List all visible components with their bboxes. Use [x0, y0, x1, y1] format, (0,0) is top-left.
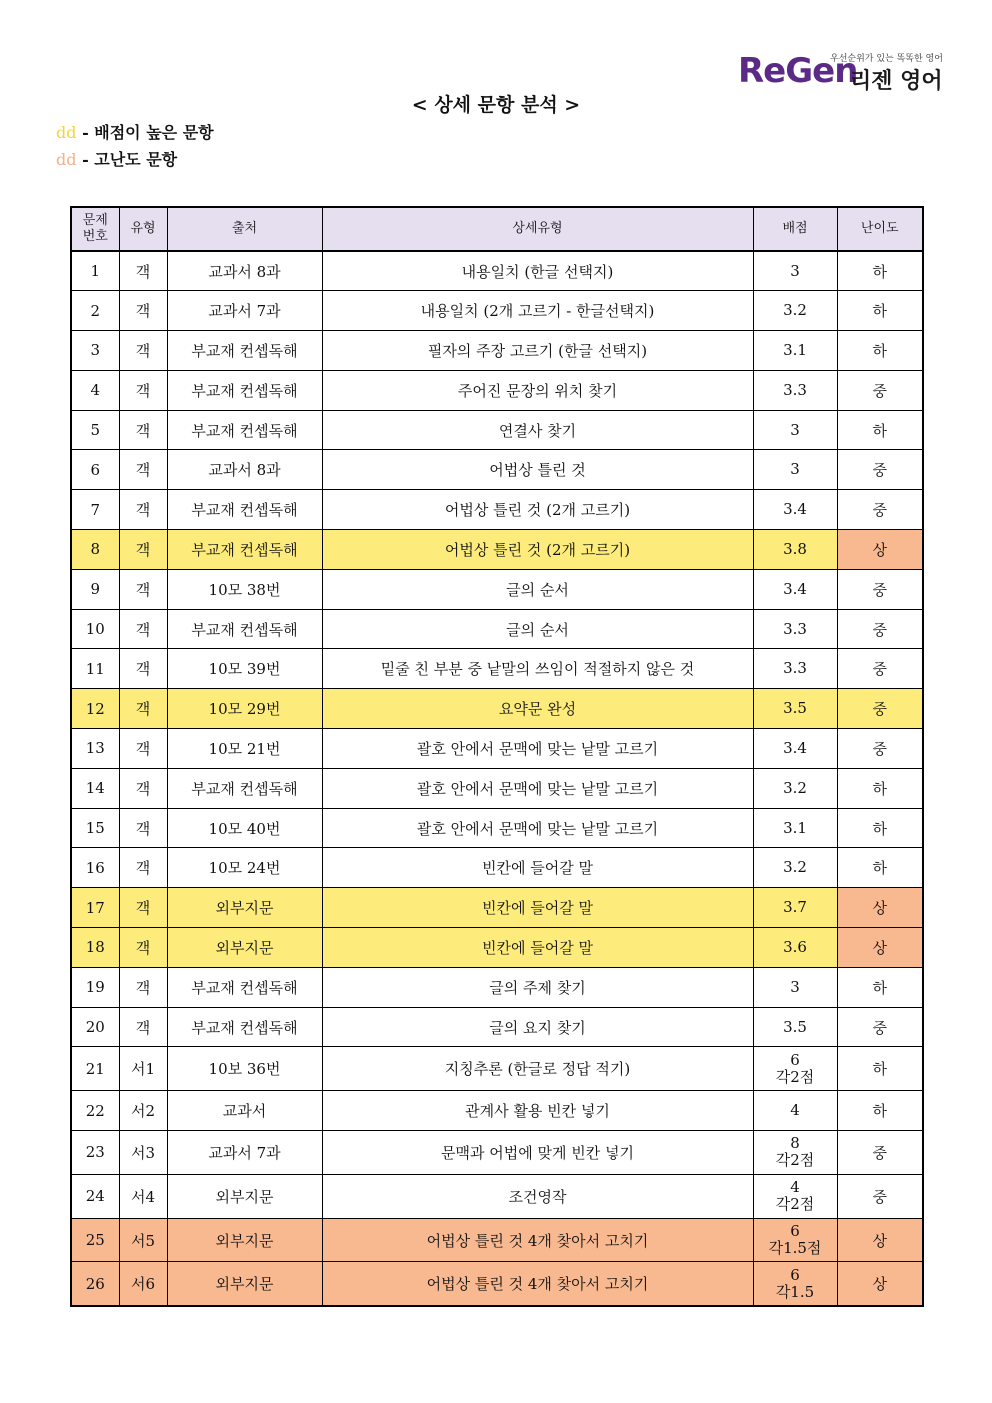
- cell-type: 객: [119, 370, 167, 410]
- header-no: 문제 번호: [71, 207, 119, 251]
- table-row: [71, 649, 923, 689]
- cell-score: [753, 1007, 837, 1047]
- page-title: < 상세 문항 분석 >: [411, 94, 581, 116]
- cell-detail: 요약문 완성: [322, 689, 753, 729]
- cell-no: 7: [71, 490, 119, 530]
- cell-detail: 어법상 틀린 것 (2개 고르기): [322, 530, 753, 570]
- legend-high-score: [56, 120, 214, 143]
- cell-detail: 필자의 주장 고르기 (한글 선택지): [322, 331, 753, 371]
- cell-type: 객: [119, 530, 167, 570]
- cell-detail: 빈칸에 들어갈 말: [322, 848, 753, 888]
- cell-no: 21: [71, 1047, 119, 1091]
- header-type: 유형: [119, 207, 167, 251]
- score-note: 각1.5점: [768, 1239, 822, 1258]
- table-row: [71, 370, 923, 410]
- cell-type: 객: [119, 848, 167, 888]
- score-value: 3.7: [783, 898, 807, 917]
- cell-difficulty: 중: [837, 649, 923, 689]
- cell-difficulty: 하: [837, 331, 923, 371]
- cell-source: 부교재 컨셉독해: [167, 1007, 322, 1047]
- cell-type: 객: [119, 729, 167, 769]
- table-row: [71, 1218, 923, 1262]
- cell-type: 객: [119, 888, 167, 928]
- score-value: 4: [790, 1178, 800, 1197]
- score-value: 3.2: [783, 858, 807, 877]
- cell-detail: 어법상 틀린 것 4개 찾아서 고치기: [322, 1218, 753, 1262]
- regen-logo: [738, 50, 948, 94]
- cell-source: 교과서 8과: [167, 251, 322, 291]
- cell-no: 17: [71, 888, 119, 928]
- cell-source: 부교재 컨셉독해: [167, 609, 322, 649]
- cell-difficulty: 하: [837, 1047, 923, 1091]
- cell-source: 외부지문: [167, 1218, 322, 1262]
- cell-difficulty: 중: [837, 1131, 923, 1175]
- cell-score: [753, 848, 837, 888]
- cell-type: 객: [119, 331, 167, 371]
- score-value: 3.1: [783, 818, 807, 837]
- cell-source: 10모 38번: [167, 569, 322, 609]
- cell-no: 24: [71, 1174, 119, 1218]
- table-body: [71, 251, 923, 1306]
- cell-type: 객: [119, 291, 167, 331]
- cell-type: 서6: [119, 1262, 167, 1306]
- cell-source: 외부지문: [167, 888, 322, 928]
- cell-source: 10모 21번: [167, 729, 322, 769]
- cell-type: 객: [119, 251, 167, 291]
- cell-type: 객: [119, 609, 167, 649]
- cell-no: 26: [71, 1262, 119, 1306]
- cell-no: 20: [71, 1007, 119, 1047]
- score-value: 3.4: [783, 579, 807, 598]
- cell-no: 22: [71, 1091, 119, 1131]
- cell-difficulty: 상: [837, 530, 923, 570]
- score-value: 3.2: [783, 778, 807, 797]
- cell-type: 객: [119, 928, 167, 968]
- score-value: 4: [790, 1101, 800, 1120]
- cell-score: [753, 1131, 837, 1175]
- cell-no: 13: [71, 729, 119, 769]
- cell-detail: 내용일치 (한글 선택지): [322, 251, 753, 291]
- cell-difficulty: 중: [837, 490, 923, 530]
- score-value: 3.8: [783, 539, 807, 558]
- cell-detail: 글의 순서: [322, 569, 753, 609]
- cell-difficulty: 중: [837, 450, 923, 490]
- cell-difficulty: 중: [837, 370, 923, 410]
- table-row: [71, 1262, 923, 1306]
- cell-detail: 내용일치 (2개 고르기 - 한글선택지): [322, 291, 753, 331]
- cell-no: 5: [71, 410, 119, 450]
- cell-score: [753, 808, 837, 848]
- header-score: 배점: [753, 207, 837, 251]
- cell-detail: 글의 주제 찾기: [322, 967, 753, 1007]
- cell-difficulty: 중: [837, 729, 923, 769]
- cell-detail: 빈칸에 들어갈 말: [322, 928, 753, 968]
- cell-difficulty: 중: [837, 689, 923, 729]
- legend-text: - 배점이 높은 문항: [82, 123, 214, 142]
- cell-score: [753, 888, 837, 928]
- table-row: [71, 331, 923, 371]
- cell-no: 3: [71, 331, 119, 371]
- cell-source: 외부지문: [167, 928, 322, 968]
- cell-detail: 빈칸에 들어갈 말: [322, 888, 753, 928]
- cell-type: 객: [119, 689, 167, 729]
- cell-score: [753, 530, 837, 570]
- cell-score: [753, 649, 837, 689]
- table-row: [71, 1131, 923, 1175]
- cell-type: 서4: [119, 1174, 167, 1218]
- score-value: 3.2: [783, 301, 807, 320]
- cell-difficulty: 상: [837, 888, 923, 928]
- cell-difficulty: 하: [837, 848, 923, 888]
- cell-detail: 어법상 틀린 것 4개 찾아서 고치기: [322, 1262, 753, 1306]
- table-row: [71, 928, 923, 968]
- cell-source: 부교재 컨셉독해: [167, 530, 322, 570]
- cell-difficulty: 중: [837, 609, 923, 649]
- cell-score: [753, 1047, 837, 1091]
- cell-type: 객: [119, 1007, 167, 1047]
- cell-no: 23: [71, 1131, 119, 1175]
- cell-score: [753, 1174, 837, 1218]
- legend-swatch-yellow: dd: [56, 123, 77, 142]
- score-value: 3.5: [783, 1017, 807, 1036]
- cell-score: [753, 569, 837, 609]
- cell-source: 부교재 컨셉독해: [167, 490, 322, 530]
- cell-difficulty: 상: [837, 1262, 923, 1306]
- cell-no: 11: [71, 649, 119, 689]
- cell-type: 서2: [119, 1091, 167, 1131]
- table-row: [71, 967, 923, 1007]
- cell-detail: 어법상 틀린 것 (2개 고르기): [322, 490, 753, 530]
- score-value: 3.3: [783, 659, 807, 678]
- score-value: 3: [790, 261, 800, 280]
- score-value: 6: [790, 1222, 800, 1241]
- cell-difficulty: 하: [837, 1091, 923, 1131]
- cell-source: 부교재 컨셉독해: [167, 410, 322, 450]
- score-value: 6: [790, 1265, 800, 1284]
- cell-score: [753, 490, 837, 530]
- cell-source: 교과서 7과: [167, 1131, 322, 1175]
- score-value: 3.3: [783, 380, 807, 399]
- cell-difficulty: 상: [837, 1218, 923, 1262]
- cell-source: 10모 29번: [167, 689, 322, 729]
- cell-detail: 지칭추론 (한글로 정답 적기): [322, 1047, 753, 1091]
- cell-no: 18: [71, 928, 119, 968]
- cell-no: 6: [71, 450, 119, 490]
- score-value: 8: [790, 1134, 800, 1153]
- cell-source: 교과서 7과: [167, 291, 322, 331]
- cell-no: 4: [71, 370, 119, 410]
- cell-type: 객: [119, 768, 167, 808]
- cell-source: 10보 36번: [167, 1047, 322, 1091]
- table-row: [71, 410, 923, 450]
- cell-score: [753, 609, 837, 649]
- cell-type: 객: [119, 967, 167, 1007]
- cell-type: 객: [119, 410, 167, 450]
- table-row: [71, 848, 923, 888]
- logo-brand-en: ReGen: [738, 51, 858, 91]
- cell-no: 1: [71, 251, 119, 291]
- cell-detail: 연결사 찾기: [322, 410, 753, 450]
- table-row: [71, 569, 923, 609]
- header-difficulty: 난이도: [837, 207, 923, 251]
- cell-score: [753, 729, 837, 769]
- table-row: [71, 689, 923, 729]
- cell-type: 객: [119, 490, 167, 530]
- cell-source: 부교재 컨셉독해: [167, 331, 322, 371]
- cell-difficulty: 중: [837, 1007, 923, 1047]
- cell-no: 10: [71, 609, 119, 649]
- table-row: [71, 251, 923, 291]
- cell-source: 10모 24번: [167, 848, 322, 888]
- cell-source: 10모 40번: [167, 808, 322, 848]
- cell-score: [753, 251, 837, 291]
- cell-difficulty: 하: [837, 291, 923, 331]
- table-row: [71, 808, 923, 848]
- cell-type: 객: [119, 569, 167, 609]
- cell-no: 25: [71, 1218, 119, 1262]
- cell-score: [753, 1262, 837, 1306]
- table-row: [71, 291, 923, 331]
- table-row: [71, 888, 923, 928]
- cell-detail: 관계사 활용 빈칸 넣기: [322, 1091, 753, 1131]
- table-row: [71, 1007, 923, 1047]
- table-row: [71, 490, 923, 530]
- cell-source: 외부지문: [167, 1174, 322, 1218]
- cell-no: 9: [71, 569, 119, 609]
- cell-type: 객: [119, 808, 167, 848]
- score-note: 각2점: [775, 1151, 815, 1170]
- table-row: [71, 768, 923, 808]
- cell-difficulty: 중: [837, 1174, 923, 1218]
- cell-score: [753, 331, 837, 371]
- cell-detail: 어법상 틀린 것: [322, 450, 753, 490]
- table-row: [71, 1174, 923, 1218]
- score-value: 3.6: [783, 937, 807, 956]
- header-detail: 상세유형: [322, 207, 753, 251]
- cell-source: 부교재 컨셉독해: [167, 768, 322, 808]
- cell-detail: 문맥과 어법에 맞게 빈칸 넣기: [322, 1131, 753, 1175]
- legend-swatch-orange: dd: [56, 150, 77, 169]
- cell-difficulty: 상: [837, 928, 923, 968]
- cell-source: 10모 39번: [167, 649, 322, 689]
- score-value: 3.5: [783, 699, 807, 718]
- score-note: 각2점: [775, 1195, 815, 1214]
- cell-detail: 괄호 안에서 문맥에 맞는 낱말 고르기: [322, 729, 753, 769]
- cell-no: 14: [71, 768, 119, 808]
- cell-detail: 밑줄 친 부분 중 낱말의 쓰임이 적절하지 않은 것: [322, 649, 753, 689]
- logo-tagline: 우선순위가 있는 똑똑한 영어: [830, 54, 943, 64]
- cell-source: 교과서 8과: [167, 450, 322, 490]
- cell-score: [753, 370, 837, 410]
- cell-source: 외부지문: [167, 1262, 322, 1306]
- table-row: [71, 530, 923, 570]
- cell-type: 객: [119, 450, 167, 490]
- cell-source: 부교재 컨셉독해: [167, 370, 322, 410]
- cell-difficulty: 중: [837, 569, 923, 609]
- table-row: [71, 609, 923, 649]
- table-header-row: [71, 207, 923, 251]
- score-value: 3.1: [783, 340, 807, 359]
- cell-score: [753, 967, 837, 1007]
- cell-score: [753, 291, 837, 331]
- cell-score: [753, 450, 837, 490]
- score-value: 3.4: [783, 500, 807, 519]
- cell-no: 19: [71, 967, 119, 1007]
- table-row: [71, 1091, 923, 1131]
- table-row: [71, 450, 923, 490]
- cell-type: 객: [119, 649, 167, 689]
- cell-detail: 조건영작: [322, 1174, 753, 1218]
- cell-difficulty: 하: [837, 410, 923, 450]
- score-value: 3.3: [783, 619, 807, 638]
- score-value: 6: [790, 1050, 800, 1069]
- cell-type: 서5: [119, 1218, 167, 1262]
- score-value: 3: [790, 420, 800, 439]
- cell-score: [753, 1218, 837, 1262]
- cell-difficulty: 하: [837, 808, 923, 848]
- cell-difficulty: 하: [837, 251, 923, 291]
- header-source: 출처: [167, 207, 322, 251]
- cell-source: 부교재 컨셉독해: [167, 967, 322, 1007]
- logo-brand-kr: 리젠 영어: [850, 69, 943, 94]
- cell-score: [753, 410, 837, 450]
- cell-detail: 글의 순서: [322, 609, 753, 649]
- analysis-table: [70, 206, 924, 1307]
- cell-no: 8: [71, 530, 119, 570]
- cell-score: [753, 768, 837, 808]
- score-note: 각1.5: [775, 1282, 815, 1301]
- score-value: 3: [790, 977, 800, 996]
- cell-source: 교과서: [167, 1091, 322, 1131]
- cell-detail: 괄호 안에서 문맥에 맞는 낱말 고르기: [322, 808, 753, 848]
- score-note: 각2점: [775, 1067, 815, 1086]
- cell-difficulty: 하: [837, 967, 923, 1007]
- cell-detail: 주어진 문장의 위치 찾기: [322, 370, 753, 410]
- table-row: [71, 1047, 923, 1091]
- cell-no: 2: [71, 291, 119, 331]
- legend-high-difficulty: [56, 147, 177, 170]
- cell-detail: 글의 요지 찾기: [322, 1007, 753, 1047]
- cell-type: 서3: [119, 1131, 167, 1175]
- cell-score: [753, 928, 837, 968]
- legend-text: - 고난도 문항: [82, 150, 178, 169]
- cell-score: [753, 689, 837, 729]
- cell-score: [753, 1091, 837, 1131]
- score-value: 3: [790, 460, 800, 479]
- table-row: [71, 729, 923, 769]
- cell-no: 16: [71, 848, 119, 888]
- cell-type: 서1: [119, 1047, 167, 1091]
- cell-no: 12: [71, 689, 119, 729]
- cell-no: 15: [71, 808, 119, 848]
- score-value: 3.4: [783, 738, 807, 757]
- cell-detail: 괄호 안에서 문맥에 맞는 낱말 고르기: [322, 768, 753, 808]
- cell-difficulty: 하: [837, 768, 923, 808]
